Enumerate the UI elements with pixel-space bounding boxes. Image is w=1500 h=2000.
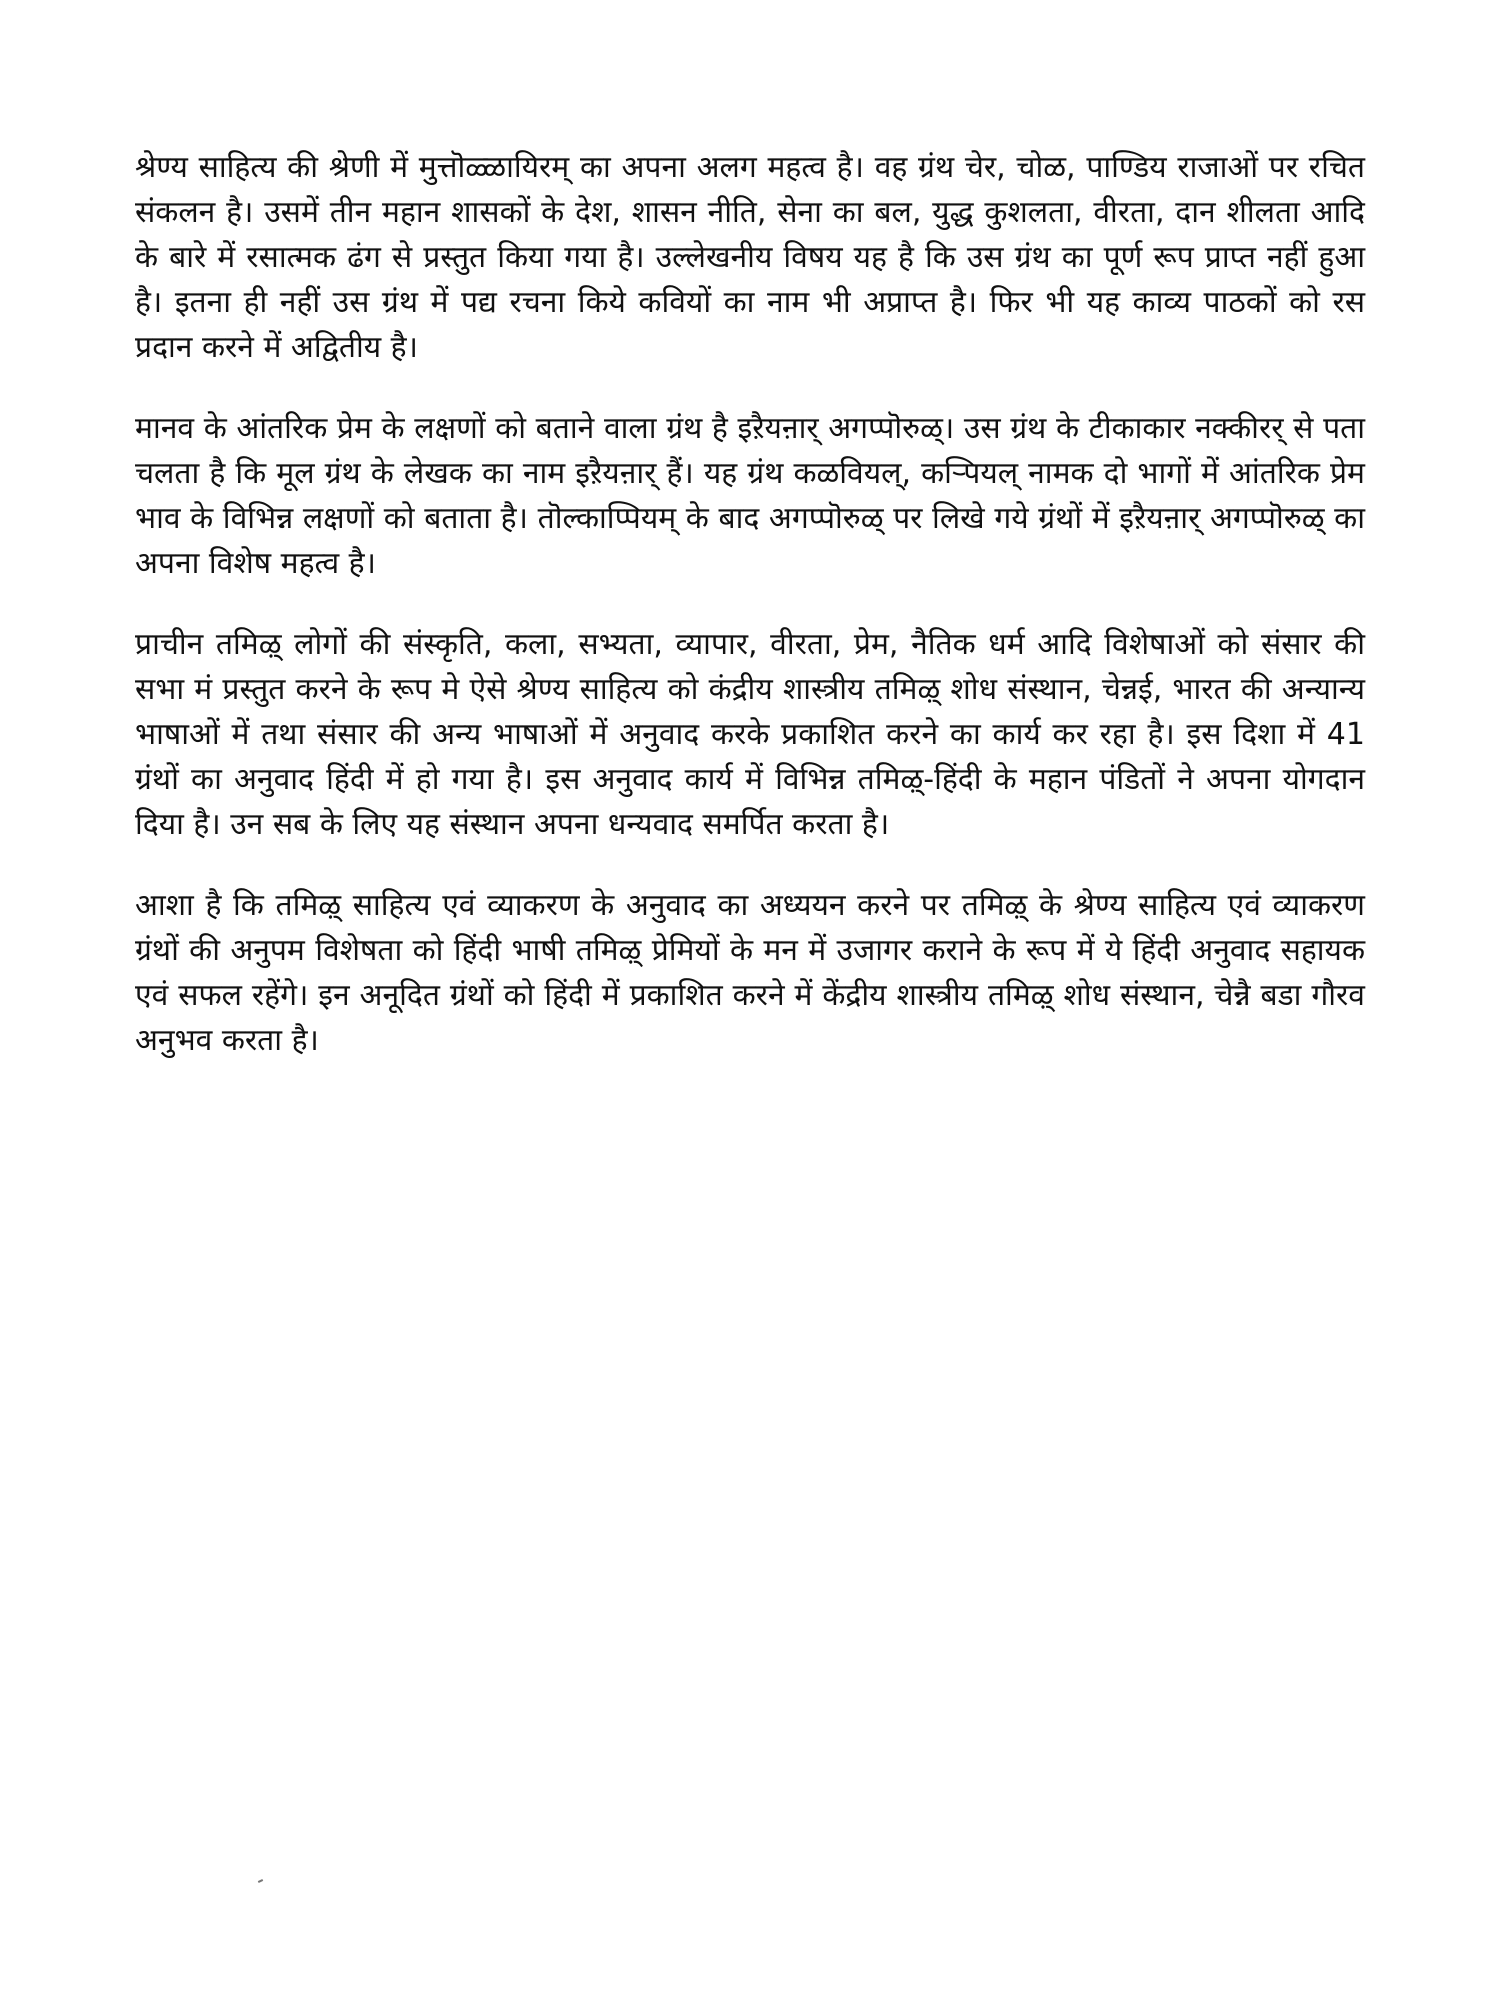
paragraph-3: प्राचीन तमिऴ् लोगों की संस्कृति, कला, सभ्यता, व्यापार, वीरता, प्रेम, नैतिक धर्म आदि विशेषाओं को संसार की सभा मं प्रस्तुत करने के रूप मे ऐसे श्रेण्य साहित्य को कंद्रीय शास्त्रीय तमिऴ् शोध संस्थान, चेन्नई, भारत की अन्यान्य भाषाओं में तथा संसार की अन्य भाषाओं में अनुवाद करके प्रकाशित करने का कार्य कर रहा है। इस दिशा में 41 ग्रंथों का अनुवाद हिंदी में हो गया है। इस अनुवाद कार्य में विभिन्न तमिऴ्-हिंदी के महान पंडितों ने अपना योगदान दिया है। उन सब के लिए यह संस्थान अपना धन्यवाद समर्पित करता है।: [135, 627, 1365, 842]
paragraph-2: मानव के आंतरिक प्रेम के लक्षणों को बताने वाला ग्रंथ है इऱैयऩार् अगप्पॊरुळ्। उस ग्रंथ के टीकाकार नक्कीरर् से पता चलता है कि मूल ग्रंथ के लेखक का नाम इऱैयऩार् हैं। यह ग्रंथ कळवियल्, कऱ्पियल् नामक दो भागों में आंतरिक प्रेम भाव के विभिन्न लक्षणों को बताता है। तॊल्काप्पियम् के बाद अगप्पॊरुळ् पर लिखे गये ग्रंथों में इऱैयऩार् अगप्पॊरुळ् का अपना विशेष महत्व है।: [135, 411, 1365, 581]
paragraph-1: श्रेण्य साहित्य की श्रेणी में मुत्तॊळ्ळायिरम् का अपना अलग महत्व है। वह ग्रंथ चेर, चोळ, पाण्डिय राजाओं पर रचित संकलन है। उसमें तीन महान शासकों के देश, शासन नीति, सेना का बल, युद्ध कुशलता, वीरता, दान शीलता आदि के बारे में रसात्मक ढंग से प्रस्तुत किया गया है। उल्लेखनीय विषय यह है कि उस ग्रंथ का पूर्ण रूप प्राप्त नहीं हुआ है। इतना ही नहीं उस ग्रंथ में पद्य रचना किये कवियों का नाम भी अप्राप्त है। फिर भी यह काव्य पाठकों को रस प्रदान करने में अद्वितीय है।: [135, 150, 1365, 365]
document-body: [135, 145, 1365, 1099]
paragraph-4: आशा है कि तमिऴ् साहित्य एवं व्याकरण के अनुवाद का अध्ययन करने पर तमिऴ् के श्रेण्य साहित्य एवं व्याकरण ग्रंथों की अनुपम विशेषता को हिंदी भाषी तमिऴ् प्रेमियों के मन में उजागर कराने के रूप में ये हिंदी अनुवाद सहायक एवं सफल रहेंगे। इन अनूदित ग्रंथों को हिंदी में प्रकाशित करने में केंद्रीय शास्त्रीय तमिऴ् शोध संस्थान, चेन्नै बडा गौरव अनुभव करता है।: [135, 888, 1365, 1058]
scan-speck: [258, 1879, 263, 1883]
